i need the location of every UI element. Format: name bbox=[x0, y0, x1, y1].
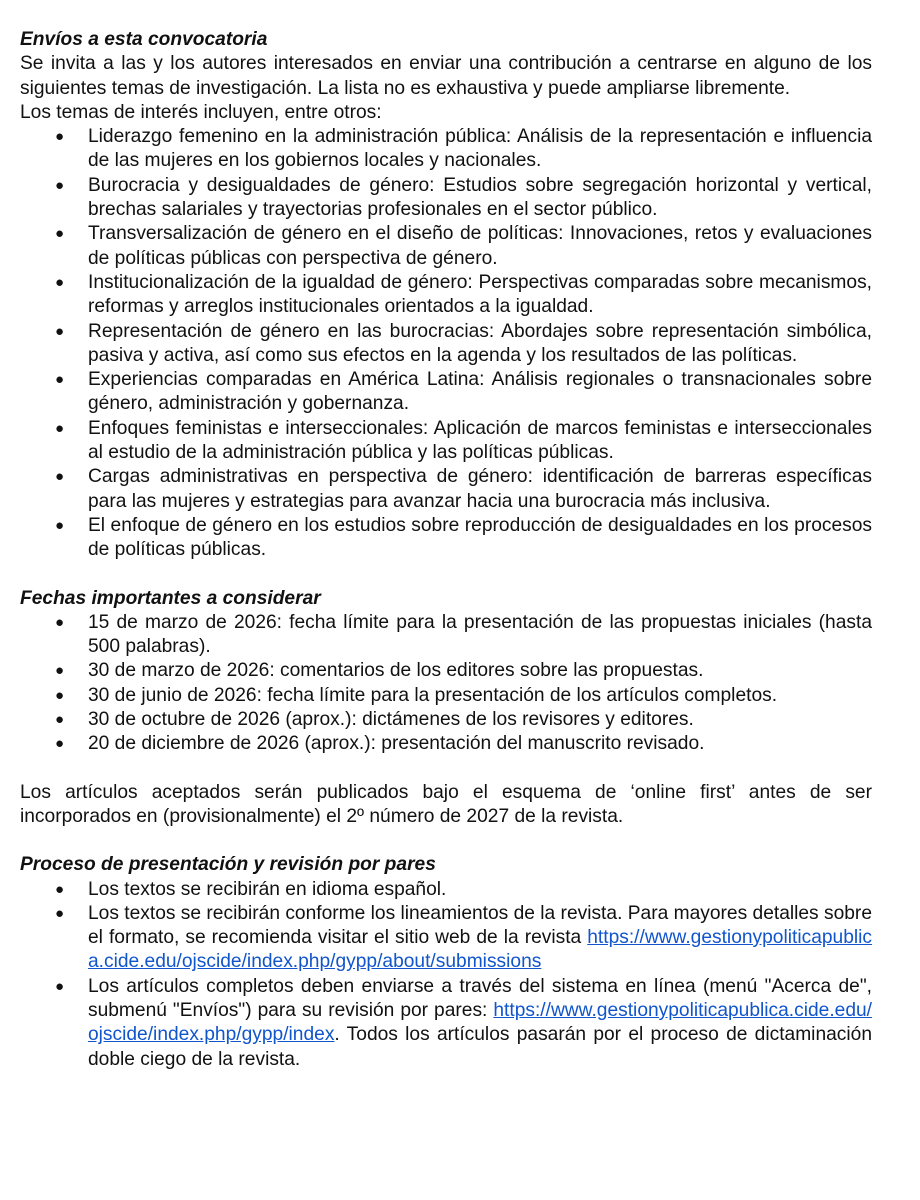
bullet-icon: ● bbox=[55, 371, 65, 389]
bullet-icon: ● bbox=[55, 977, 65, 995]
list-item: ● Burocracia y desigualdades de género: Estudios sobre segregación horizontal y vertical, brechas salariales y trayectorias profesionales en el sector público. bbox=[55, 174, 872, 221]
section-heading-proceso: Proceso de presentación y revisión por pares bbox=[20, 854, 436, 876]
bullet-icon: ● bbox=[55, 686, 65, 704]
list-item: ● El enfoque de género en los estudios sobre reproducción de desigualdades en los procesos de políticas públicas. bbox=[55, 514, 872, 561]
section-heading-envios: Envíos a esta convocatoria bbox=[20, 29, 268, 50]
list-item: ● Cargas administrativas en perspectiva de género: identificación de barreras específicas para las mujeres y estrategias para avanzar hacia una burocracia más inclusiva. bbox=[55, 466, 872, 512]
bullet-icon: ● bbox=[55, 273, 65, 291]
bullet-icon: ● bbox=[55, 516, 65, 534]
list-item: ● Experiencias comparadas en América Latina: Análisis regionales o transnacionales sobre género, administración y gobernanza. bbox=[55, 369, 872, 415]
spacer bbox=[20, 563, 872, 587]
bullet-icon: ● bbox=[55, 468, 65, 486]
journal-index-link[interactable]: https://www.gestionypoliticapublica.cide.edu/ojscide/index.php/gypp/index bbox=[88, 999, 872, 1046]
list-item: ● 15 de marzo de 2026: fecha límite para la presentación de las propuestas iniciales (hasta 500 palabras). bbox=[55, 611, 872, 658]
list-item: ● Los textos se recibirán conforme los lineamientos de la revista. Para mayores detalles sobre el formato, se recomienda visitar el sitio web de la revista https://www.gestionypoliticapublica.cide.edu/ojscide/index.php/gypp/about/submissions bbox=[55, 902, 872, 973]
bullet-icon: ● bbox=[55, 225, 65, 243]
list-item: ● Transversalización de género en el diseño de políticas: Innovaciones, retos y evaluaciones de políticas públicas con perspectiva de género. bbox=[55, 223, 872, 269]
bullet-icon: ● bbox=[55, 322, 65, 340]
list-item: ● Los artículos completos deben enviarse a través del sistema en línea (menú "Acerca de", submenú "Envíos") para su revisión por pares: https://www.gestionypoliticapublica.cide.edu/ojscide/index.php/gypp/index. Todos los artículos pasarán por el proceso de dictaminación doble ciego de la revista. bbox=[55, 975, 872, 1070]
topics-lead: Los temas de interés incluyen, entre otros: bbox=[20, 101, 382, 123]
bullet-icon: ● bbox=[55, 662, 65, 680]
bullet-icon: ● bbox=[55, 711, 65, 729]
document-page bbox=[20, 28, 872, 1072]
list-item: ● 30 de junio de 2026: fecha límite para la presentación de los artículos completos. bbox=[20, 684, 872, 708]
bullet-icon: ● bbox=[55, 613, 65, 631]
list-item: ● Representación de género en las burocracias: Abordajes sobre representación simbólica, pasiva y activa, así como sus efectos en la agenda y los resultados de las políticas. bbox=[55, 320, 872, 366]
bullet-icon: ● bbox=[55, 176, 65, 194]
spacer bbox=[20, 757, 872, 781]
list-item: ● 30 de octubre de 2026 (aprox.): dictámenes de los revisores y editores. bbox=[20, 708, 872, 732]
bullet-icon: ● bbox=[55, 735, 65, 753]
intro-paragraph: Se invita a las y los autores interesados en enviar una contribución a centrarse en alguno de los siguientes temas de investigación. La lista no es exhaustiva y puede ampliarse libremente. bbox=[20, 53, 872, 99]
list-item: ● Institucionalización de la igualdad de género: Perspectivas comparadas sobre mecanismos, reformas y arreglos institucionales orientados a la igualdad. bbox=[55, 271, 872, 318]
dates-list bbox=[20, 611, 872, 757]
section-heading-fechas: Fechas importantes a considerar bbox=[20, 587, 321, 609]
bullet-icon: ● bbox=[55, 419, 65, 437]
topics-list bbox=[20, 125, 872, 562]
list-item: ● Liderazgo femenino en la administración pública: Análisis de la representación e influencia de las mujeres en los gobiernos locales y nacionales. bbox=[55, 126, 872, 172]
bullet-icon: ● bbox=[55, 904, 65, 922]
bullet-icon: ● bbox=[55, 880, 65, 898]
publication-note: Los artículos aceptados serán publicados bajo el esquema de ‘online first’ antes de ser incorporados en (provisionalmente) el 2º número de 2027 de la revista. bbox=[20, 781, 872, 827]
submissions-guidelines-link[interactable]: https://www.gestionypoliticapublica.cide.edu/ojscide/index.php/gypp/about/submissions bbox=[88, 927, 872, 973]
list-item: ● 30 de marzo de 2026: comentarios de los editores sobre las propuestas. bbox=[20, 659, 872, 683]
process-list bbox=[20, 878, 872, 1072]
list-item: ● Los textos se recibirán en idioma español. bbox=[20, 878, 872, 902]
bullet-icon: ● bbox=[55, 128, 65, 146]
spacer bbox=[20, 829, 872, 853]
list-item: ● Enfoques feministas e interseccionales: Aplicación de marcos feministas e interseccionales al estudio de la administración pública y las políticas públicas. bbox=[55, 417, 872, 464]
list-item: ● 20 de diciembre de 2026 (aprox.): presentación del manuscrito revisado. bbox=[20, 732, 872, 756]
